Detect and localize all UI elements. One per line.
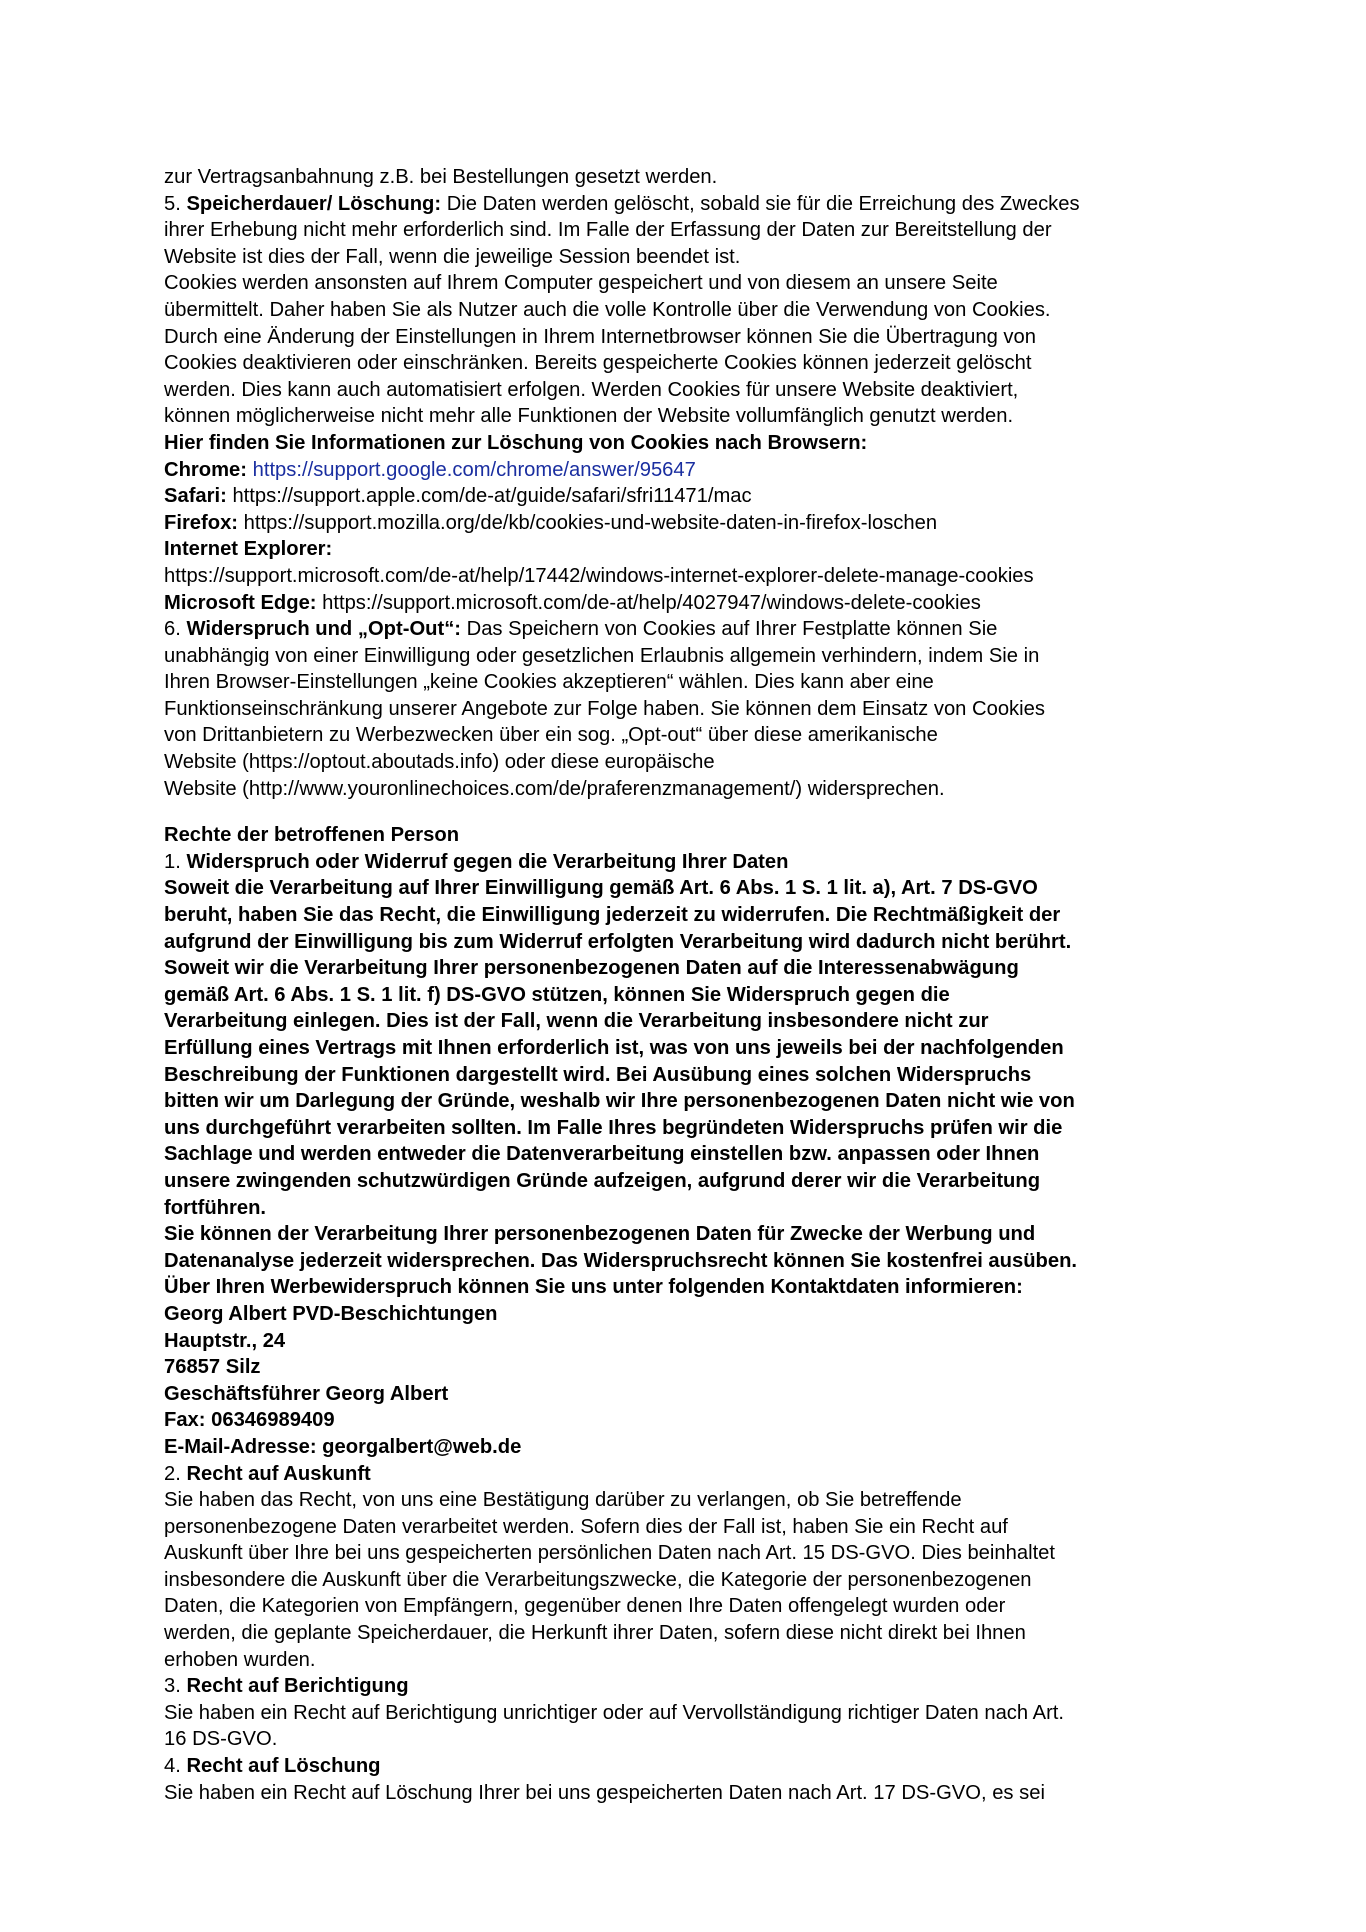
edge-help-url: https://support.microsoft.com/de-at/help/4027947/windows-delete-cookies [316, 591, 981, 614]
text-line: von Drittanbietern zu Werbezwecken über ein sog. „Opt-out“ über diese amerikanische [164, 724, 938, 747]
text-line: Daten, die Kategorien von Empfängern, gegenüber denen Ihre Daten offengelegt wurden oder [164, 1595, 1006, 1618]
text-line: Soweit wir die Verarbeitung Ihrer personenbezogenen Daten auf die Interessenabwägung [164, 957, 1019, 980]
browser-label: Internet Explorer: [164, 538, 333, 561]
text-line: Funktionseinschränkung unserer Angebote zur Folge haben. Sie können dem Einsatz von Cookies [164, 697, 1045, 720]
rights-heading: Rechte der betroffenen Person [164, 824, 460, 847]
rectification-heading [164, 1673, 1244, 1700]
text-line: uns durchgeführt verarbeiten sollten. Im Falle Ihres begründeten Widerspruchs prüfen wir die [164, 1116, 1063, 1139]
section-number: 2. [164, 1462, 181, 1485]
access-heading [164, 1461, 1244, 1488]
text-line: Durch eine Änderung der Einstellungen in Ihrem Internetbrowser können Sie die Übertragung von [164, 325, 1036, 348]
text-line: bitten wir um Darlegung der Gründe, weshalb wir Ihre personenbezogenen Daten nicht wie von [164, 1090, 1075, 1113]
erasure-heading [164, 1753, 1244, 1780]
text-line: Sie haben das Recht, von uns eine Bestätigung darüber zu verlangen, ob Sie betreffende [164, 1489, 962, 1512]
text-line: 16 DS-GVO. [164, 1728, 278, 1751]
text-line: Soweit die Verarbeitung auf Ihrer Einwilligung gemäß Art. 6 Abs. 1 S. 1 lit. a), Art. 7 DS-GVO [164, 877, 1038, 900]
text-line: Website ist dies der Fall, wenn die jeweilige Session beendet ist. [164, 245, 741, 268]
section-number: 4. [164, 1755, 181, 1778]
text-line: Auskunft über Ihre bei uns gespeicherten persönlichen Daten nach Art. 15 DS-GVO. Dies beinhaltet [164, 1542, 1056, 1565]
section-title: Speicherdauer/ Löschung: [186, 192, 442, 215]
section-title: Recht auf Auskunft [180, 1462, 371, 1485]
section-number: 5. [164, 192, 181, 215]
section-title: Recht auf Berichtigung [180, 1675, 409, 1698]
text-line: erhoben wurden. [164, 1648, 316, 1671]
ie-help-url: https://support.microsoft.com/de-at/help/17442/windows-internet-explorer-delete-manage-cookies [164, 564, 1034, 587]
text-line: personenbezogene Daten verarbeitet werden. Sofern dies der Fall ist, haben Sie ein Recht auf [164, 1515, 1008, 1538]
text-line: Erfüllung eines Vertrags mit Ihnen erforderlich ist, was von uns jeweils bei der nachfolgenden [164, 1037, 1064, 1059]
browser-firefox [164, 510, 1244, 537]
text-line: Verarbeitung einlegen. Dies ist der Fall, wenn die Verarbeitung insbesondere nicht zur [164, 1010, 989, 1033]
text-line: Cookies deaktivieren oder einschränken. Bereits gespeicherte Cookies können jederzeit gelöscht [164, 352, 1032, 375]
text-line: Datenanalyse jederzeit widersprechen. Das Widerspruchsrecht können Sie kostenfrei ausüben. [164, 1249, 1078, 1272]
paragraph-spacer [164, 802, 1244, 822]
browser-heading: Hier finden Sie Informationen zur Löschung von Cookies nach Browsern: [164, 431, 868, 454]
contact-city: 76857 Silz [164, 1356, 261, 1379]
text-line: Website (https://optout.aboutads.info) oder diese europäische [164, 751, 715, 774]
objection-heading [164, 849, 1244, 876]
contact-fax: Fax: 06346989409 [164, 1409, 335, 1432]
firefox-help-url: https://support.mozilla.org/de/kb/cookies-und-website-daten-in-firefox-loschen [238, 511, 938, 534]
contact-company: Georg Albert PVD-Beschichtungen [164, 1302, 498, 1325]
text-line: Cookies werden ansonsten auf Ihrem Computer gespeichert und von diesem an unsere Seite [164, 272, 998, 295]
browser-edge [164, 590, 1244, 617]
browser-label: Microsoft Edge: [164, 591, 317, 614]
text-line: Sachlage und werden entweder die Datenverarbeitung einstellen bzw. anpassen oder Ihnen [164, 1143, 1040, 1166]
contact-email: E-Mail-Adresse: georgalbert@web.de [164, 1435, 522, 1458]
browser-chrome [164, 457, 1244, 484]
storage-duration-paragraph: 5. Speicherdauer/ Löschung: Die Daten werden gelöscht, sobald sie für die Erreichung des Zweckes [164, 192, 1080, 215]
text-line: zur Vertragsanbahnung z.B. bei Bestellungen gesetzt werden. [164, 166, 718, 188]
text-line: gemäß Art. 6 Abs. 1 S. 1 lit. f) DS-GVO stützen, können Sie Widerspruch gegen die [164, 983, 950, 1006]
text-line: werden. Dies kann auch automatisiert erfolgen. Werden Cookies für unsere Website deaktiviert, [164, 378, 1019, 401]
text-line: übermittelt. Daher haben Sie als Nutzer auch die volle Kontrolle über die Verwendung von Cookies. [164, 298, 1051, 321]
section-title: Recht auf Löschung [180, 1755, 381, 1778]
text-line: Website (http://www.youronlinechoices.com/de/praferenzmanagement/) widersprechen. [164, 777, 945, 800]
text-line: unabhängig von einer Einwilligung oder gesetzlichen Erlaubnis allgemein verhindern, indem Sie in [164, 644, 1040, 667]
text-line: Sie haben ein Recht auf Löschung Ihrer bei uns gespeicherten Daten nach Art. 17 DS-GVO, es sei [164, 1781, 1045, 1804]
text-line: können möglicherweise nicht mehr alle Funktionen der Website vollumfänglich genutzt werden. [164, 405, 1014, 428]
section-title: Widerspruch oder Widerruf gegen die Verarbeitung Ihrer Daten [180, 850, 789, 873]
text-line: aufgrund der Einwilligung bis zum Widerruf erfolgten Verarbeitung wird dadurch nicht berührt. [164, 930, 1072, 953]
browser-label: Chrome: [164, 458, 247, 481]
chrome-help-link[interactable]: https://support.google.com/chrome/answer/95647 [247, 458, 696, 481]
text-line: Sie haben ein Recht auf Berichtigung unrichtiger oder auf Vervollständigung richtiger Daten nach Art. [164, 1701, 1065, 1724]
text-line: werden, die geplante Speicherdauer, die Herkunft ihrer Daten, sofern diese nicht direkt bei Ihnen [164, 1622, 1026, 1645]
text-line: beruht, haben Sie das Recht, die Einwilligung jederzeit zu widerrufen. Die Rechtmäßigkeit der [164, 904, 1061, 927]
section-title: Widerspruch und „Opt-Out“: [186, 618, 462, 641]
browser-safari [164, 483, 1244, 510]
document-body [164, 164, 1244, 1806]
text-line: fortführen. [164, 1196, 267, 1219]
text-line: unsere zwingenden schutzwürdigen Gründe aufzeigen, aufgrund derer wir die Verarbeitung [164, 1169, 1041, 1192]
text-line: Sie können der Verarbeitung Ihrer personenbezogenen Daten für Zwecke der Werbung und [164, 1223, 1036, 1246]
text-line: ihrer Erhebung nicht mehr erforderlich sind. Im Falle der Erfassung der Daten zur Bereitstellung der [164, 219, 1052, 242]
optout-paragraph: 6. Widerspruch und „Opt-Out“: Das Speichern von Cookies auf Ihrer Festplatte können Sie [164, 618, 998, 641]
section-number: 1. [164, 850, 181, 873]
text-line: Beschreibung der Funktionen dargestellt wird. Bei Ausübung eines solchen Widerspruchs [164, 1063, 1032, 1086]
safari-help-url: https://support.apple.com/de-at/guide/safari/sfri11471/mac [226, 485, 752, 508]
contact-street: Hauptstr., 24 [164, 1329, 286, 1352]
browser-label: Firefox: [164, 511, 239, 534]
text-line: Über Ihren Werbewiderspruch können Sie uns unter folgenden Kontaktdaten informieren: [164, 1276, 1023, 1299]
section-number: 3. [164, 1675, 181, 1698]
contact-manager: Geschäftsführer Georg Albert [164, 1382, 449, 1405]
text-line: Ihren Browser-Einstellungen „keine Cookies akzeptieren“ wählen. Dies kann aber eine [164, 671, 934, 694]
browser-label: Safari: [164, 485, 227, 508]
section-number: 6. [164, 618, 181, 641]
text-line: insbesondere die Auskunft über die Verarbeitungszwecke, die Kategorie der personenbezogenen [164, 1568, 1032, 1591]
